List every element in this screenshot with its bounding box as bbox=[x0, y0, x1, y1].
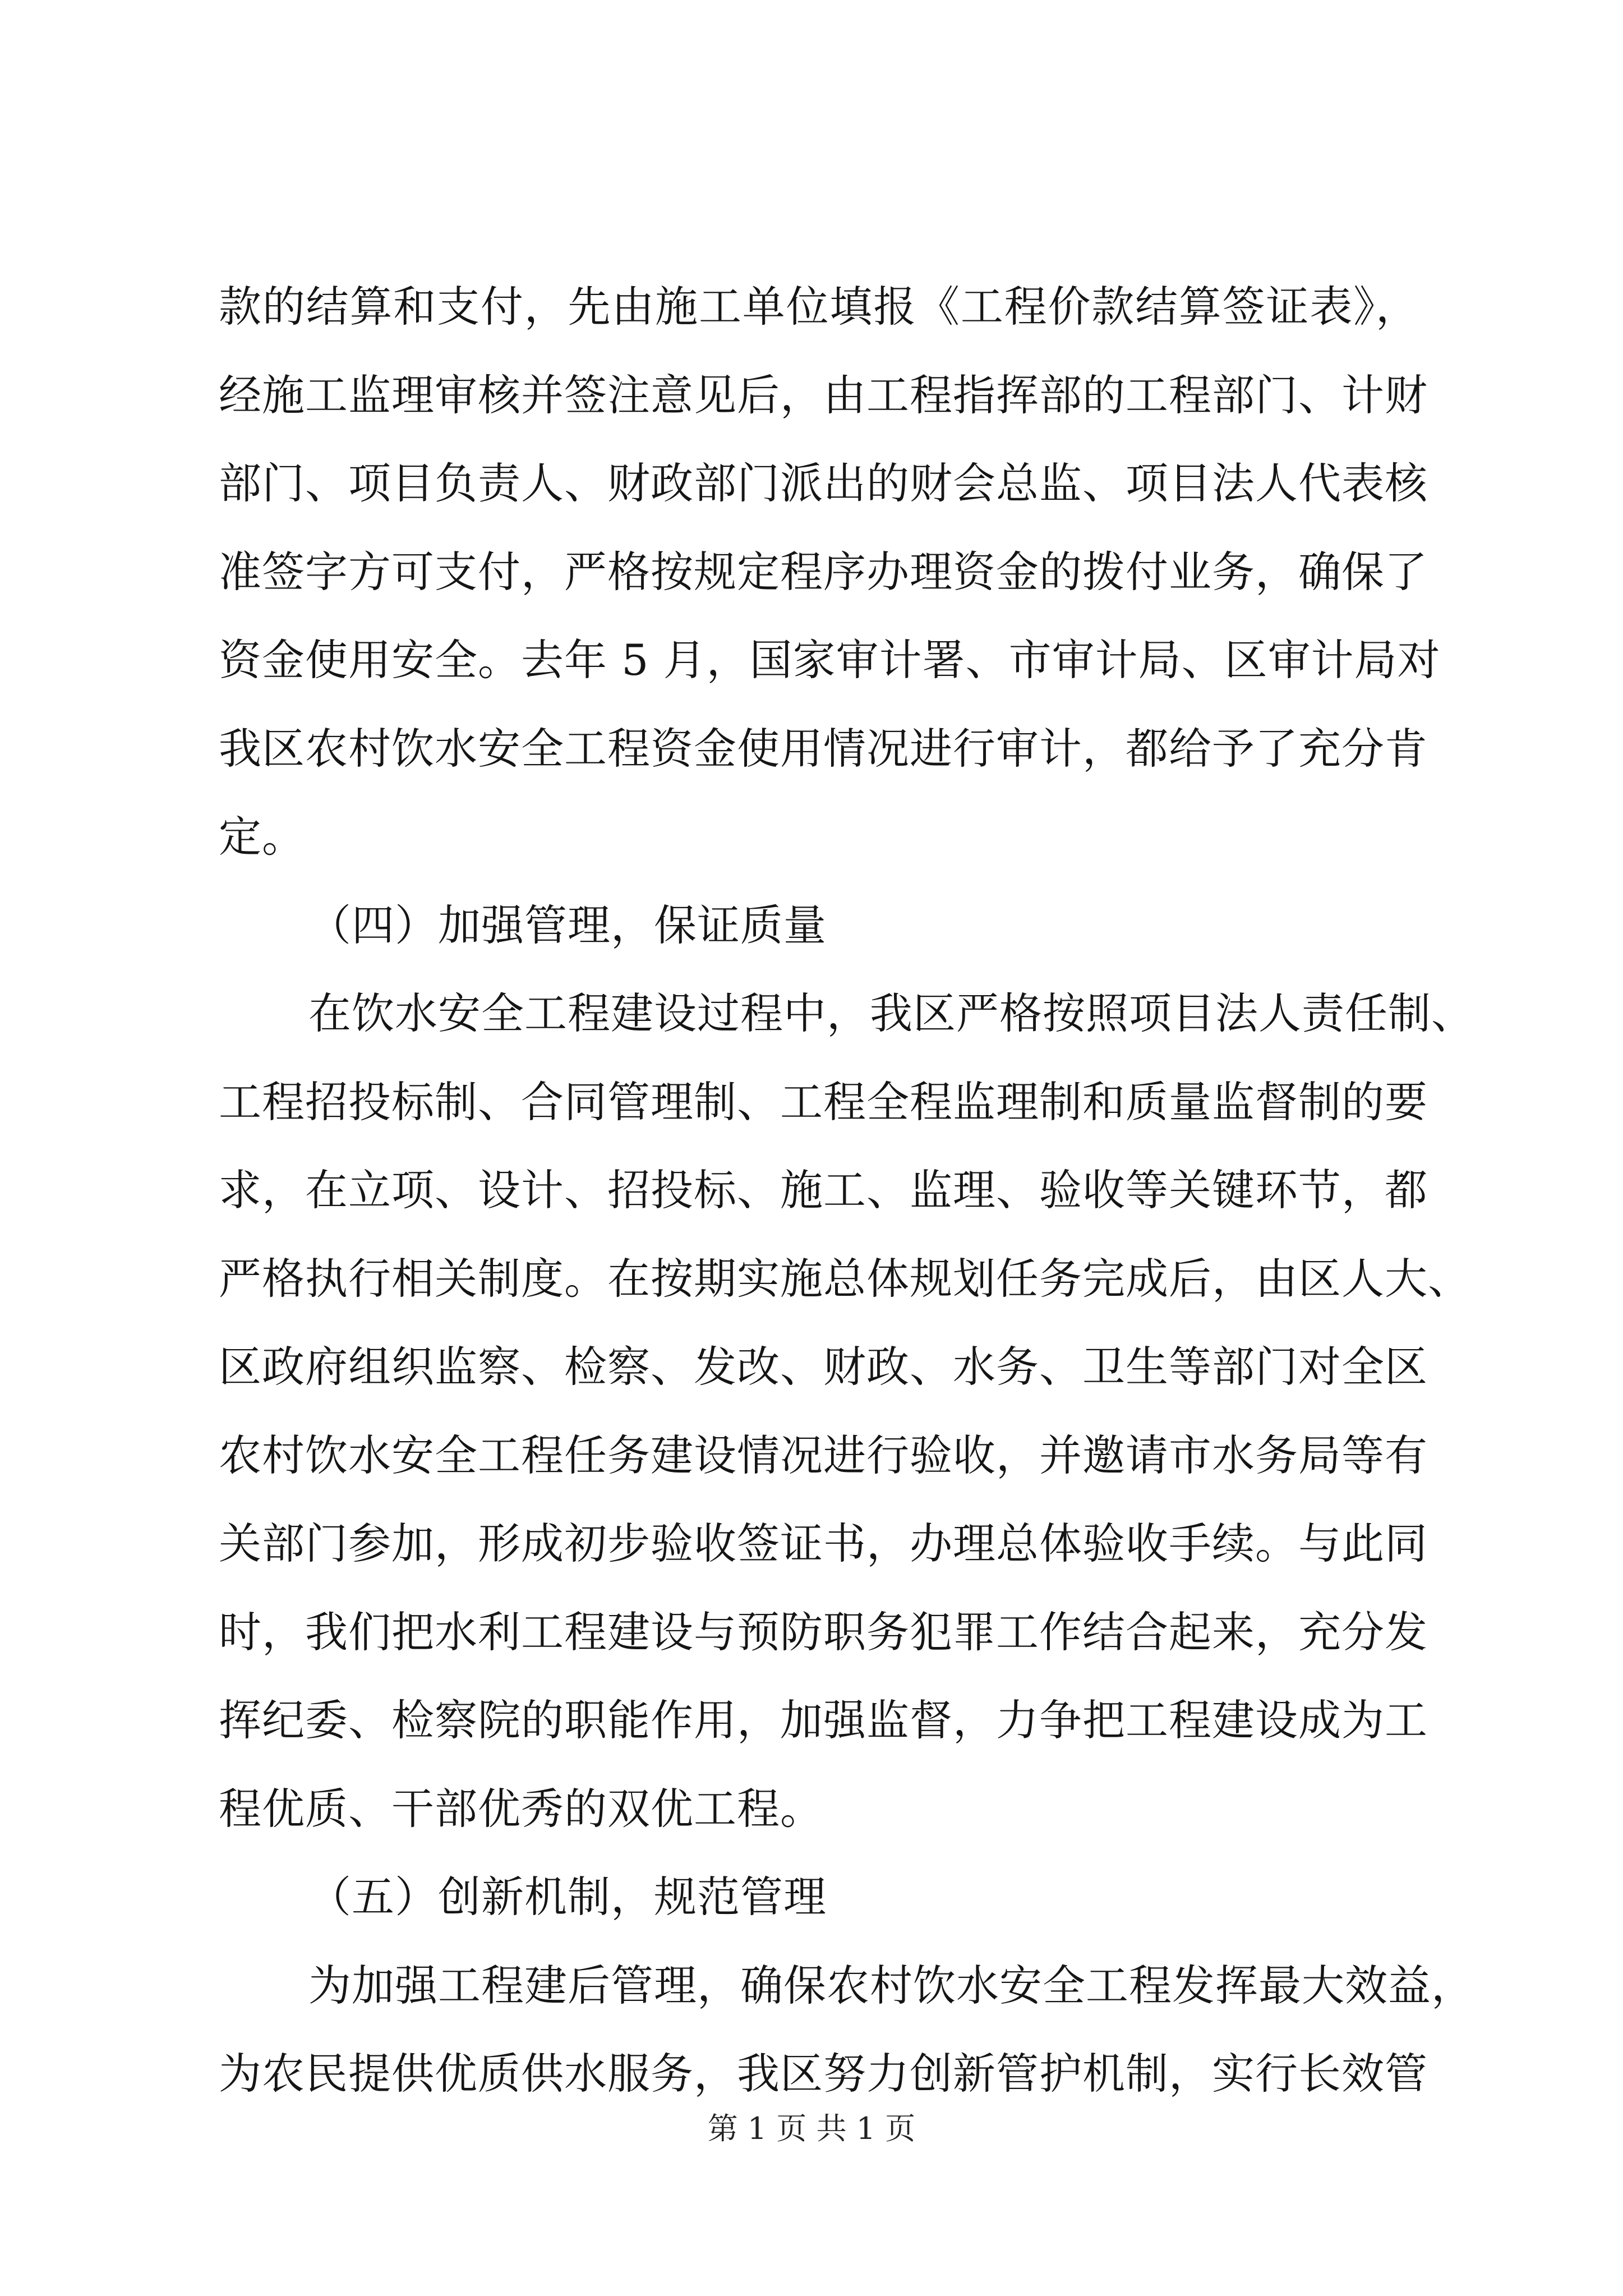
body-text bbox=[219, 263, 1474, 2118]
paragraph-line: 时，我们把水利工程建设与预防职务犯罪工作结合起来，充分发 bbox=[219, 1607, 1428, 1657]
paragraph-line: 工程招投标制、合同管理制、工程全程监理制和质量监督制的要 bbox=[219, 1076, 1428, 1127]
paragraph-line: 农村饮水安全工程任务建设情况进行验收，并邀请市水务局等有 bbox=[219, 1430, 1428, 1480]
paragraph-line: 求，在立项、设计、招投标、施工、监理、验收等关键环节，都 bbox=[219, 1165, 1428, 1215]
paragraph-line: 定。 bbox=[219, 812, 305, 862]
paragraph-line: 为农民提供优质供水服务，我区努力创新管护机制，实行长效管 bbox=[219, 2049, 1428, 2099]
paragraph-line: 资金使用安全。去年 5 月，国家审计署、市审计局、区审计局对 bbox=[219, 635, 1441, 685]
section-heading: （五）创新机制，规范管理 bbox=[308, 1872, 827, 1922]
paragraph-line: 为加强工程建后管理，确保农村饮水安全工程发挥最大效益， bbox=[308, 1960, 1474, 2010]
section-heading: （四）加强管理，保证质量 bbox=[308, 900, 827, 950]
paragraph-line: 准签字方可支付，严格按规定程序办理资金的拨付业务，确保了 bbox=[219, 546, 1428, 597]
paragraph-line: 严格执行相关制度。在按期实施总体规划任务完成后，由区人大、 bbox=[219, 1253, 1471, 1304]
paragraph-line: 挥纪委、检察院的职能作用，加强监督，力争把工程建设成为工 bbox=[219, 1695, 1428, 1745]
page-number-footer: 第 1 页 共 1 页 bbox=[707, 2111, 916, 2146]
paragraph-line: 款的结算和支付，先由施工单位填报《工程价款结算签证表》， bbox=[219, 282, 1419, 332]
paragraph-line: 在饮水安全工程建设过程中，我区严格按照项目法人责任制、 bbox=[308, 988, 1474, 1038]
paragraph-line: 部门、项目负责人、财政部门派出的财会总监、项目法人代表核 bbox=[219, 458, 1428, 508]
paragraph-line: 程优质、干部优秀的双优工程。 bbox=[219, 1783, 823, 1834]
paragraph-line: 关部门参加，形成初步验收签证书，办理总体验收手续。与此同 bbox=[219, 1519, 1428, 1568]
paragraph-line: 经施工监理审核并签注意见后，由工程指挥部的工程部门、计财 bbox=[219, 370, 1428, 420]
paragraph-line: 区政府组织监察、检察、发改、财政、水务、卫生等部门对全区 bbox=[219, 1342, 1428, 1392]
paragraph-line: 我区农村饮水安全工程资金使用情况进行审计，都给予了充分肯 bbox=[219, 723, 1428, 774]
